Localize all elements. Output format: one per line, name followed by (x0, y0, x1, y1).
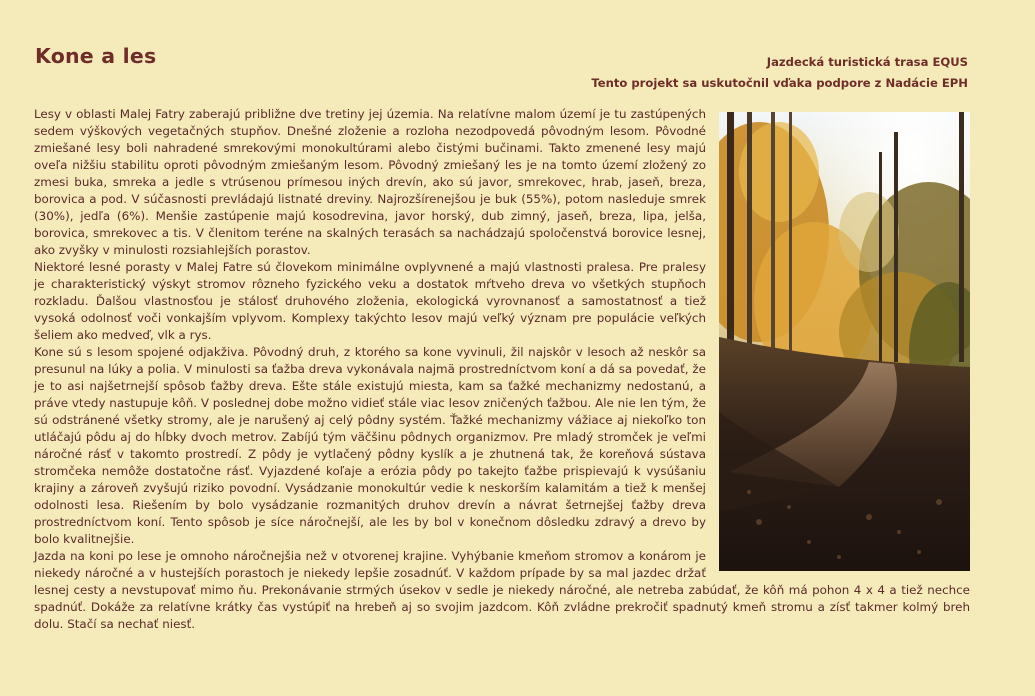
paragraph-primeval-forests: Niektoré lesné porasty v Malej Fatre sú človekom minimálne ovplyvnené a majú vlastnosti pralesa. Pre pralesy je charakteristický výskyt stromov rôzneho fyzického veku a dostatok mŕtveho dreva vo všetkých stupňoch rozkladu. Ďalšou vlastnosťou je stálosť druhového zloženia, ekologická vyrovnanosť a samostatnosť a tiež vysoká odolnosť voči vonkajším vplyvom. Komplexy takýchto lesov majú veľký význam pre populácie veľkých šeliem ako medveď, vlk a rys. (34, 260, 706, 342)
paragraph-riding-forest: Jazda na koni po lese je omnoho náročnejšia než v otvorenej krajine. Vyhýbanie kmeňom stromov a konárom je niekedy náročné a v hustejších porastoch je niekedy lepšie zosadnúť. V každom prípade by sa mal jazdec držať lesnej cesty a nevstupovať mimo ňu. Prekonávanie strmých úsekov v sedle je niekedy náročné, ale netreba zabúdať, že kôň má pohon 4 x 4 a tiež nechce spadnúť. Dokáže za relatívne krátky čas vystúpiť na hrebeň aj so svojim jazdcom. Kôň zvládne prekročiť spadnutý kmeň stromu a zísť takmer kolmý breh dolu. Stačí sa nechať niesť. (34, 549, 970, 631)
project-name: Jazdecká turistická trasa EQUS (766, 55, 968, 69)
project-support: Tento projekt sa uskutočnil vďaka podpore z Nadácie EPH (591, 75, 968, 90)
paragraph-horses-logging: Kone sú s lesom spojené odjakživa. Pôvodný druh, z ktorého sa kone vyvinuli, žil najskôr v lesoch až neskôr sa presunul na lúky a polia. V minulosti sa ťažba dreva vykonávala najmä prostredníctvom koní a dá sa povedať, že je to asi najšetrnejší spôsob ťažby dreva. Ešte stále existujú miesta, kam sa ťažké mechanizmy nedostanú, a práve vtedy nastupuje kôň. V poslednej dobe možno vidieť stále viac lesov zničených ťažbou. Ale nie len tým, že sú odstránené všetky stromy, ale je narušený aj celý pôdny systém. Ťažké mechanizmy vážiace aj niekoľko ton utláčajú pôdu aj do hĺbky dvoch metrov. Zabíjú tým väčšinu pôdnych organizmov. Pre mladý stromček je veľmi náročné rásť v takomto prostredí. Z pôdy je vytlačený pôdny kyslík a je zhutnená tak, že koreňová sústava stromčeka nemôže dostatočne rásť. Vyjazdené koľaje a erózia pôdy po takejto ťažbe prispievajú k vysúšaniu krajiny a zároveň zvyšujú riziko povodní. Vysádzanie monokultúr vedie k neskorším kalamitám a tiež k menšej odolnosti lesa. Riešením by bolo vysádzanie rozmanitých druhov drevín a návrat šetrnejšej ťažby dreva prostredníctvom koní. Tento spôsob je síce náročnejší, ale les by bol v konečnom dôsledku zdravý a drevo by bolo kvalitnejšie. (34, 345, 706, 546)
paragraph-forests: Lesy v oblasti Malej Fatry zaberajú približne dve tretiny jej územia. Na relatívne malom území je tu zastúpených sedem výškových vegetačných stupňov. Dnešné zloženie a rozloha nezodpovedá pôvodným lesom. Pôvodné zmiešané lesy boli nahradené smrekovými monokultúrami alebo čistými bučinami. Takto zmenené lesy majú oveľa nižšiu stabilitu oproti pôvodným zmiešaným lesom. Pôvodný zmiešaný les je na tomto území zložený zo zmesi buka, smreka a jedle s vtrúsenou prímesou iných drevín, ako sú javor, smrekovec, hrab, jaseň, breza, borovica a pod. V súčasnosti prevládajú listnaté dreviny. Najrozšírenejšou je buk (55%), potom nasleduje smrek (30%), jedľa (6%). Menšie zastúpenie majú kosodrevina, javor horský, dub zimný, jaseň, breza, lipa, jelša, borovica, smrekovec a tis. V členitom teréne na skalných terasách sa nachádzajú spoločenstvá borovice lesnej, ako zvyšky v minulosti rozsiahlejších porastov. (34, 107, 706, 257)
project-info (591, 52, 968, 93)
page-title: Kone a les (35, 44, 157, 68)
forest-path-photo (719, 112, 970, 571)
article-body (34, 106, 970, 633)
